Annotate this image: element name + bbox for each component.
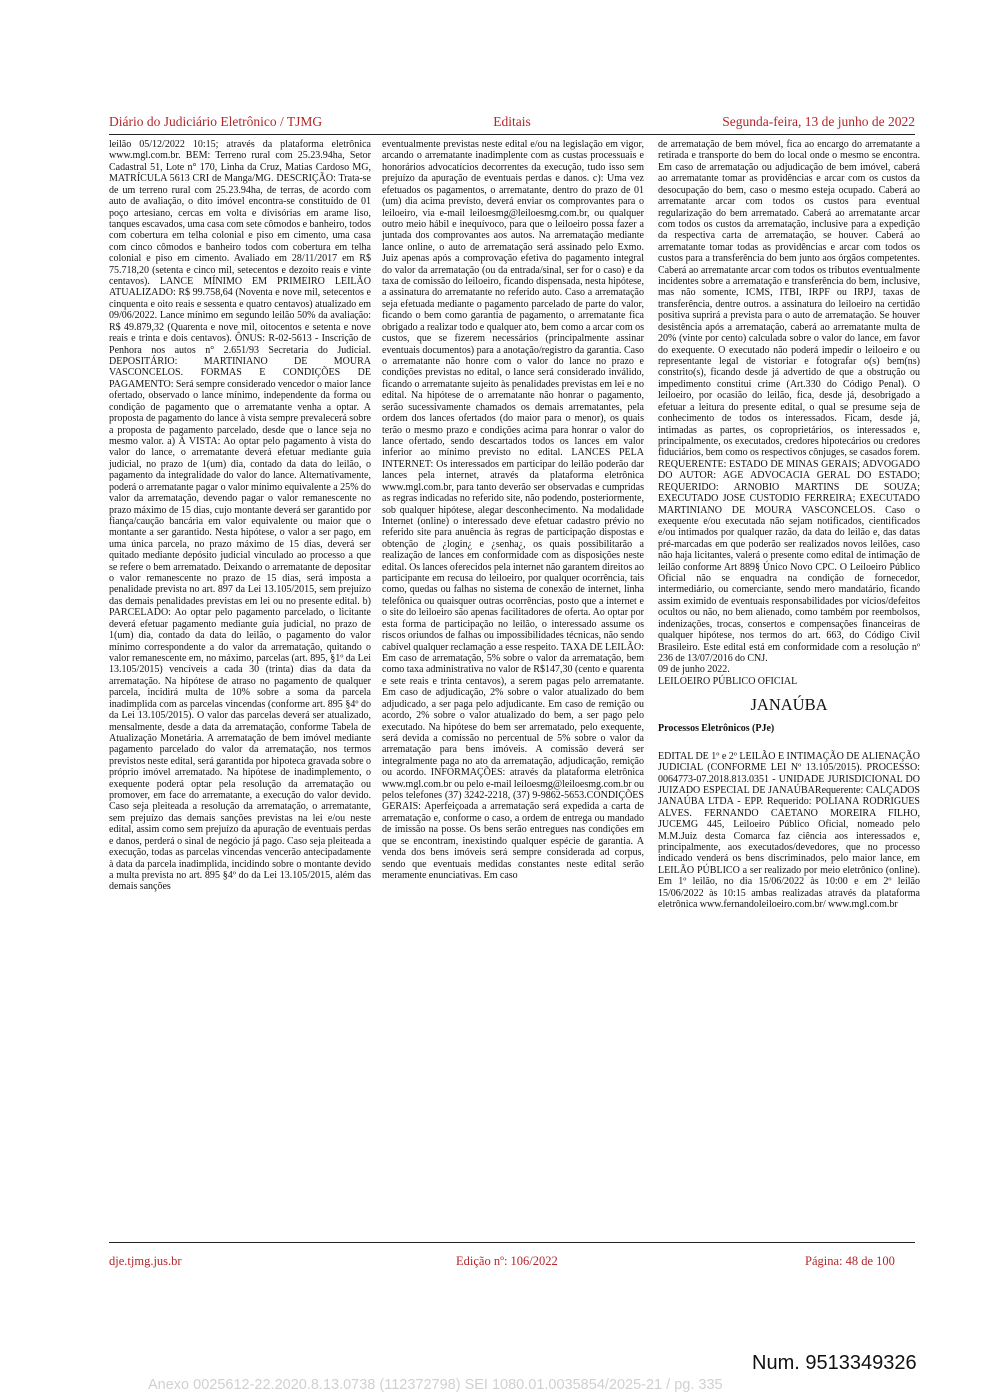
signer-title: LEILOEIRO PÚBLICO OFICIAL	[658, 675, 798, 687]
page-number: Página: 48 de 100	[805, 1254, 895, 1268]
column-3-text: de arrematação de bem móvel, fica ao encargo do arrematante a retirada e transporte do bem do local onde o mesmo se encontra. Em caso de arrematação ou adjudicação de bem imóvel, caberá ao arrematante tomar as providências e arcar com os custos da desocupação do bem, caso o mesmo esteja ocupado. Caberá ao arrematante arcar com todos os custos para eventual regularização do bem arrematado. Caberá ao arrematante arcar com todos os custos da arrematação, inclusive para a expedição da respectiva carta de arrematação, se houver. Caberá ao arrematante tomar todas as providências e arcar com todos os custos para a transferência do bem junto aos órgãos competentes. Caberá ao arrematante arcar com todos os tributos eventualmente incidentes sobre a arrematação e transferência do bem, inclusive, mas não somente, ICMS, ITBI, IRPF ou IRPJ, taxas de transferência, dentre outros. a assinatura do leiloeiro na certidão positiva suprirá a prevista para o auto de arrematação. Se houver desistência após a arrematação, caberá ao arrematante multa de 20% (vinte por cento) calculada sobre o valor do lance, em favor do exequente. O executado não poderá impedir o leiloeiro e ou representante legal de vistoriar e fotografar o(s) bem(ns) constrito(s), ficando desde já advertido de que a obstrução ou impedimento constitui crime (Art.330 do Código Penal). O leiloeiro, por ocasião do leilão, fica, desde já, desobrigado a efetuar a leitura do presente edital, o qual se presume seja de conhecimento de todos os interessados. Ficam, desde já, intimadas as partes, os coproprietários, os interessados e, principalmente, os executados, credores hipotecários ou credores fiduciários, bem como os respectivos cônjuges, se casados forem. REQUERENTE: ESTADO DE MINAS GERAIS; ADVOGADO DO AUTOR: AGE ADVOCACIA GERAL DO ESTADO; REQUERIDO: ARNOBIO MARTINS DE SOUZA; EXECUTADO JOSE CUSTODIO FERREIRA; EXECUTADO MARTINIANO DE MOURA VASCONCELOS. Caso o exequente e/ou executada não sejam notificados, cientificados e/ou intimados por qualquer razão, da data do leilão e, das datas pré-marcadas em que poderão ser realizados novos leilões, caso não haja licitantes, valerá o presente como edital de intimação de leilão conforme Art 889§ Único Novo CPC. O Leiloeiro Público Oficial não se enquadra na condição de fornecedor, intermediário, ou comerciante, sendo mero mandatário, ficando assim eximido de eventuais responsabilidades por vícios/defeitos ocultos ou não, no bem alienado, como também por reembolsos, indenizações, trocas, consertos e compensações financeiras de qualquer hipótese, nos termos do art. 663, do Código Civil Brasileiro. Este edital está em conformidade com a resolução nº 236 de 13/07/2016 do CNJ.	[658, 139, 920, 664]
site-url: dje.tjmg.jus.br	[109, 1254, 182, 1268]
column-1	[109, 139, 371, 1234]
subsection-heading: Processos Eletrônicos (PJe)	[658, 723, 775, 735]
edital-text: EDITAL DE 1º e 2º LEILÃO E INTIMAÇÃO DE ALIENAÇÃO JUDICIAL (CONFORME LEI Nº 13.105/2015). PROCESSO: 0064773-07.2018.813.0351 - UNIDADE JURISDICIONAL DO JUIZADO ESPECIAL DE JANAÚBARequerente: CALÇADOS JANAÚBA LTDA - EPP. Requerido: POLIANA RODRIGUES ALVES. FERNANDO CAETANO MOREIRA FILHO, JUCEMG 445, Leiloeiro Público Oficial, nomeado pelo M.M.Juiz desta Comarca faz ciência aos interessados e, principalmente, aos executados/devedores, que no processo indicado venderá os bens discriminados, pelo maior lance, em LEILÃO PÚBLICO a ser realizado por meio eletrônico (online). Em 1º leilão, no dia 15/06/2022 às 10:00 e em 2º leilão 15/06/2022 às 10:15 ambas realizadas através da plataforma eletrônica www.fernandoleiloeiro.com.br/ www.mgl.com.br	[658, 750, 920, 911]
document-number-stamp: Num. 9513349326	[752, 1352, 917, 1374]
footer-rule	[109, 1242, 915, 1243]
publication-date: Segunda-feira, 13 de junho de 2022	[722, 114, 915, 129]
comarca-heading: JANAÚBA	[750, 695, 828, 715]
header-rule	[109, 134, 915, 135]
journal-title: Diário do Judiciário Eletrônico / TJMG	[109, 114, 323, 129]
column-2-text: eventualmente previstas neste edital e/ou na legislação em vigor, arcando o arrematante inadimplente com as custas processuais e honorários advocatícios decorrentes da execução, tudo isso sem prejuízo da apuração de eventuais perdas e danos. c): Uma vez efetuados os pagamentos, o arrematante, dentro do prazo de 01 (um) dia acima previsto, deverá enviar os comprovantes para o leiloeiro, via e-mail leiloesmg@leiloesmg.com.br, ou qualquer outro meio hábil e inequívoco, para que o leiloeiro possa fazer a juntada dos comprovantes aos autos. Na arrematação mediante lance online, o auto de arrematação será assinado pelo Exmo. Juiz apenas após a comprovação efetiva do pagamento integral do valor da arrematação (ou da entrada/sinal, ser for o caso) e da taxa de comissão do leiloeiro, ficando dispensada, nesta hipótese, a assinatura do arrematante no referido auto. Caso a arrematação seja efetuada mediante o pagamento parcelado de parte do valor, ficando o bem como garantia de pagamento, o arrematante fica obrigado a realizar todo e qualquer ato, bem como a arcar com os custos, que se fizerem necessários (principalmente assinar eventuais documentos) para a anotação/registro da garantia. Caso o arrematante não honre com o valor do lance no prazo e condições previstas no edital, o lance será considerado inválido, ficando o arrematante sujeito às penalidades previstas em lei e no edital. Na hipótese de o arrematante não honrar o pagamento, serão sucessivamente chamados os demais arrematantes, pela ordem dos lances ofertados (do maior para o menor), os quais terão o mesmo prazo e condições acima para honrar o valor do lance ofertado, sendo descartados todos os lances em valor inferior ao mínimo previsto no edital. LANCES PELA INTERNET: Os interessados em participar do leilão poderão dar lances pela internet, através da plataforma eletrônica www.mgl.com.br, para tanto deverão ser observadas e cumpridas as regras indicadas no referido site, não podendo, posteriormente, sob qualquer hipótese, alegar desconhecimento. Na modalidade Internet (online) o interessado deve efetuar cadastro prévio no referido site para anuência às regras de participação dispostas e obtenção de ¿login¿ e ¿senha¿, os quais possibilitarão a realização de lances em conformidade com as disposições neste edital. Os lances oferecidos pela internet não garantem direitos ao participante em recusa do leiloeiro, por qualquer ocorrência, tais como, quedas ou falhas no sistema de conexão de internet, linha telefônica ou quaisquer outras ocorrências, posto que a internet e o site do leiloeiro são apenas facilitadores de oferta. Ao optar por esta forma de participação no leilão, o interessado assume os riscos oriundos de falhas ou impossibilidades técnicas, não sendo cabível qualquer reclamação a esse respeito. TAXA DE LEILÃO: Em caso de arrematação, 5% sobre o valor da arrematação, bem como taxa administrativa no valor de R$147,30 (cento e quarenta e sete reais e trinta centavos), a serem pagas pelo arrematante. Em caso de adjudicação, 2% sobre o valor atualizado do bem adjudicado, a ser paga pelo adjudicante. Em caso de remição ou acordo, 2% sobre o valor atualizado do bem, a ser pago pelo executado. Na hipótese do bem ser arrematado, pelo exequente, será devida a comissão no percentual de 5% sobre o valor da arrematação para bens imóveis. A comissão deverá ser integralmente paga no ato da arrematação, adjudicação, remição ou acordo. INFORMAÇÕES: através da plataforma eletrônica www.mgl.com.br ou pelo e-mail leiloesmg@leiloesmg.com.br ou pelos telefones (37) 3242-2218, (37) 9-9862-5653.CONDIÇÕES GERAIS: Aperfeiçoada a arrematação será expedida a carta de arrematação e, conforme o caso, a ordem de entrega ou mandado de imissão na posse. Os bens serão entregues nas condições em que se encontram, inexistindo qualquer espécie de garantia. A venda dos bens imóveis será sempre considerada ad corpus, sendo que eventuais medidas constantes neste edital serão meramente enunciativas. Em caso	[382, 139, 644, 881]
page-footer	[109, 1254, 915, 1270]
column-1-text: leilão 05/12/2022 10:15; através da plataforma eletrônica www.mgl.com.br. BEM: Terreno rural com 25.23.94ha, Setor Cadastral 51, Lote n° 170, Linha da Cruz, Matias Cardoso MG, MATRÍCULA 5613 CRI de Manga/MG. DESCRIÇÃO: Trata-se de um terreno rural com 25.23.94ha, de terras, de acordo com auto de avaliação, o dito imóvel encontra-se constituído de 01 poço artesiano, cercas em volta e divisórias em arame liso, tanques escavados, uma casa com sete cômodos e banheiro, todos com cobertura em telha colonial e piso em cimento, uma casa com cinco cômodos e banheiro todos com cobertura em telha colonial e piso em cimento. Avaliado em 28/11/2017 em R$ 75.718,20 (setenta e cinco mil, setecentos e dezoito reais e vinte centavos). LANCE MÍNIMO EM PRIMEIRO LEILÃO ATUALIZADO: R$ 99.758,64 (Noventa e nove mil, setecentos e cinquenta e oito reais e sessenta e quatro centavos) atualizado em 09/06/2022. Lance mínimo em segundo leilão 50% da avaliação: R$ 49.879,32 (Quarenta e nove mil, oitocentos e setenta e nove reais e trinta e dois centavos). ÔNUS: R-02-5613 - Inscrição de Penhora nos autos n° 2.651/93 Secretaria do Judicial. DEPOSITÁRIO: MARTINIANO DE MOURA VASCONCELOS. FORMAS E CONDIÇÕES DE PAGAMENTO: Será sempre considerado vencedor o maior lance ofertado, observado o lance mínimo, independente da forma ou condição de pagamento que o arrematante venha a optar. A proposta de pagamento do lance à vista sempre prevalecerá sobre a proposta de pagamento parcelado, desde que o lance seja no mesmo valor. a) À VISTA: Ao optar pelo pagamento à vista do valor do lance, o arrematante deverá efetuar mediante guia judicial, no prazo de 1(um) dia, contado da data do leilão, o pagamento da integralidade do valor do lance. Alternativamente, poderá o arrematante pagar o valor mínimo equivalente a 25% do valor da arrematação, devendo pagar o valor remanescente no prazo máximo de 15 dias, cujo montante deverá ser garantido por fiança/caução bancária em valor equivalente ou maior que o montante a ser garantido. Nesta hipótese, o valor a ser pago, em uma única parcela, no prazo máximo de 15 dias, deverá ser quitado mediante depósito judicial vinculado ao processo a que se refere o bem arrematado. Deixando o arrematante de depositar o valor remanescente no prazo de 15 dias, será imposta a penalidade prevista no art. 897 da Lei 13.105/2015, sem prejuízo das demais penalidades previstas em lei ou no presente edital. b) PARCELADO: Ao optar pelo pagamento parcelado, o licitante deverá efetuar pagamento mediante guia judicial, no prazo de 1(um) dia, contado da data do leilão, o pagamento do valor mínimo correspondente a do valor da arrematação, quitando o valor remanescente em, no máximo, parcelas (art. 895, §1º da Lei 13.105/2015) vencíveis a cada 30 (trinta) dias da data da arrematação. Na hipótese de atraso no pagamento de qualquer parcela, incidirá multa de 10% sobre a soma da parcela inadimplida com as parcelas vincendas (conforme art. 895 §4º do da Lei 13.105/2015). O valor das parcelas deverá ser atualizado, mensalmente, desde a data da arrematação, conforme Tabela de Atualização Monetária. A arrematação de bem imóvel mediante pagamento parcelado do valor da arrematação, nos termos previstos neste edital, será garantida por hipoteca gravada sobre o próprio imóvel arrematado. Na hipótese de inadimplemento, o exequente poderá optar pela resolução da arrematação ou promover, em face do arrematante, a execução do valor devido. Caso seja pleiteada a resolução da arrematação, o arrematante, sem prejuízo das demais sanções previstas na lei e/ou neste edital, assim como sem prejuízo da apuração de eventuais perdas e danos, perderá o sinal de negócio já pago. Caso seja pleiteada a execução, todas as parcelas vincendas vencerão antecipadamente à data da parcela inadimplida, incidindo sobre o montante devido a multa prevista no art. 895 §4º do da Lei 13.105/2015, além das demais sanções	[109, 139, 371, 893]
page-header	[109, 114, 915, 134]
edital-date: 09 de junho 2022.	[658, 664, 730, 676]
edition-number: Edição nº: 106/2022	[456, 1254, 558, 1268]
section-title: Editais	[493, 114, 531, 129]
column-3	[658, 139, 920, 911]
column-2	[382, 139, 644, 1234]
annex-watermark: Anexo 0025612-22.2020.8.13.0738 (112372798) SEI 1080.01.0035854/2025-21 / pg. 335	[148, 1377, 723, 1393]
